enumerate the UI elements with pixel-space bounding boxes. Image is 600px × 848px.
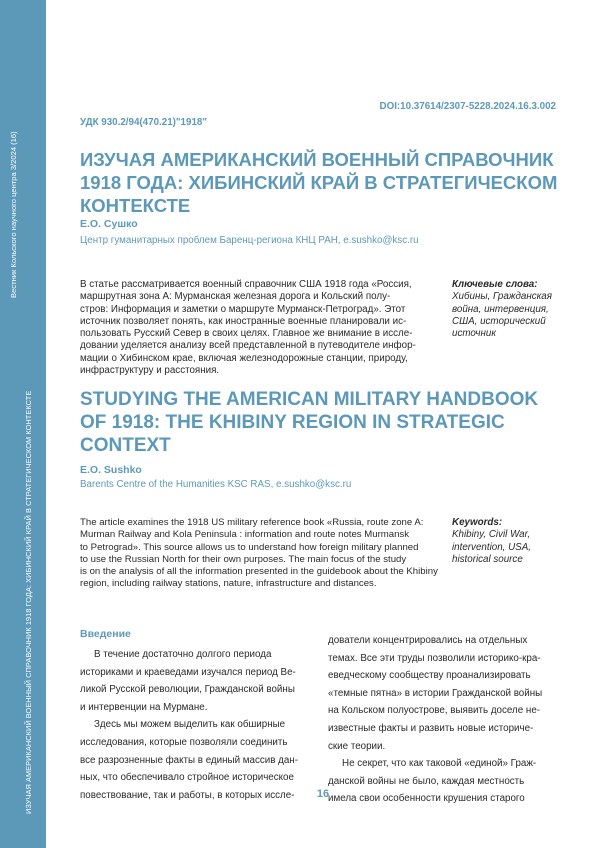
body-line: ных, что обеспечивало стройное историческое — [80, 769, 320, 787]
body-line: историками и краеведами изучался период Ве- — [80, 664, 320, 682]
body-line: ликой Русской революции, Гражданской войны — [80, 681, 320, 699]
sidebar-band — [0, 0, 46, 848]
abstract-line: инфраструктуру и расстояния. — [80, 365, 430, 377]
body-line: Здесь мы можем выделить как обширные — [80, 716, 320, 734]
keywords-en — [452, 517, 564, 566]
udk-label: УДК 930.2/94(470.21)"1918" — [80, 117, 207, 128]
keywords-line: Khibiny, Civil War, — [452, 529, 564, 541]
doi-label: DOI:10.37614/2307-5228.2024.16.3.002 — [380, 101, 557, 112]
title-ru-line: КОНТЕКСТЕ — [80, 194, 570, 217]
body-line: все разрозненные факты в единый массив дан- — [80, 752, 320, 770]
page-number: 16 — [0, 788, 600, 800]
keywords-line: США, исторический — [452, 316, 564, 328]
affiliation-ru: Центр гуманитарных проблем Баренц-региона КНЦ РАН, e.sushko@ksc.ru — [80, 235, 419, 246]
title-en-line: STUDYING THE AMERICAN MILITARY HANDBOOK — [80, 388, 570, 411]
affiliation-en: Barents Centre of the Humanities KSC RAS, e.sushko@ksc.ru — [80, 479, 351, 490]
author-ru: Е.О. Сушко — [80, 218, 138, 230]
title-ru-line: 1918 ГОДА: ХИБИНСКИЙ КРАЙ В СТРАТЕГИЧЕСКОМ — [80, 171, 570, 194]
keywords-ru — [452, 279, 564, 340]
section-heading-introduction: Введение — [80, 628, 131, 640]
journal-running-head: Вестник Кольского научного центра 3/2024 (16) — [9, 131, 18, 298]
title-en — [80, 388, 570, 457]
article-running-title: ИЗУЧАЯ АМЕРИКАНСКИЙ ВОЕННЫЙ СПРАВОЧНИК 1918 ГОДА: ХИБИНСКИЙ КРАЙ В СТРАТЕГИЧЕСКОМ КОНТЕКСТЕ — [24, 391, 33, 814]
abstract-line: мации о Хибинском крае, включая железнодорожные станции, природу, — [80, 353, 430, 365]
abstract-line: The article examines the 1918 US military reference book «Russia, route zone A: — [80, 517, 440, 529]
body-line: на Кольском полуострове, выявить доселе не- — [328, 702, 568, 720]
abstract-en — [80, 517, 440, 591]
abstract-line: to use the Russian North for their own purposes. The main focus of the study — [80, 554, 440, 566]
title-ru-line: ИЗУЧАЯ АМЕРИКАНСКИЙ ВОЕННЫЙ СПРАВОЧНИК — [80, 148, 570, 171]
body-line: имела свои особенности крушения старого — [328, 790, 568, 808]
keywords-heading: Ключевые слова: — [452, 279, 564, 291]
body-line: ские теории. — [328, 738, 568, 756]
abstract-line: is on the analysis of all the information presented in the guidebook about the Khibiny — [80, 566, 440, 578]
body-column-right — [328, 632, 568, 808]
body-line: исследования, которые позволяли соединить — [80, 734, 320, 752]
keywords-line: historical source — [452, 554, 564, 566]
abstract-line: В статье рассматривается военный справочник США 1918 года «Россия, — [80, 279, 430, 291]
keywords-line: война, интервенция, — [452, 304, 564, 316]
body-line: и интервенции на Мурмане. — [80, 699, 320, 717]
body-line: повествование, так и работы, в которых иссле- — [80, 787, 320, 805]
abstract-line: пользовать Русский Север в своих целях. Главное же внимание в иссле- — [80, 328, 430, 340]
keywords-line: intervention, USA, — [452, 542, 564, 554]
body-line: известные факты и развить новые историче- — [328, 720, 568, 738]
abstract-line: Murman Railway and Kola Peninsula : information and route notes Murmansk — [80, 529, 440, 541]
body-line: еведческому сообществу проанализировать — [328, 667, 568, 685]
body-line: В течение достаточно долгого периода — [80, 646, 320, 664]
keywords-line: источник — [452, 328, 564, 340]
abstract-line: довании уделяется анализу всей представленной в путеводителе инфор- — [80, 340, 430, 352]
abstract-line: region, including railway stations, nature, infrastructure and distances. — [80, 578, 440, 590]
abstract-line: маршрутная зона А: Мурманская железная дорога и Кольский полу- — [80, 291, 430, 303]
body-line: «темные пятна» в истории Гражданской войны — [328, 685, 568, 703]
body-line: дователи концентрировались на отдельных — [328, 632, 568, 650]
author-en: E.O. Sushko — [80, 464, 142, 476]
keywords-heading: Keywords: — [452, 517, 564, 529]
body-column-left — [80, 646, 320, 804]
abstract-line: стров: Информация и заметки о маршруте Мурманск-Петроград». Этот — [80, 304, 430, 316]
title-ru — [80, 148, 570, 217]
keywords-line: Хибины, Гражданская — [452, 291, 564, 303]
title-en-line: OF 1918: THE KHIBINY REGION IN STRATEGIC CONTEXT — [80, 411, 570, 457]
abstract-line: to Petrograd». This source allows us to understand how foreign military planned — [80, 542, 440, 554]
abstract-line: источник позволяет понять, как иностранные военные планировали ис- — [80, 316, 430, 328]
body-line: темах. Все эти труды позволили историко-кра- — [328, 650, 568, 668]
body-line: данской войны не было, каждая местность — [328, 773, 568, 791]
abstract-ru — [80, 279, 430, 377]
body-line: Не секрет, что как таковой «единой» Граж- — [328, 755, 568, 773]
